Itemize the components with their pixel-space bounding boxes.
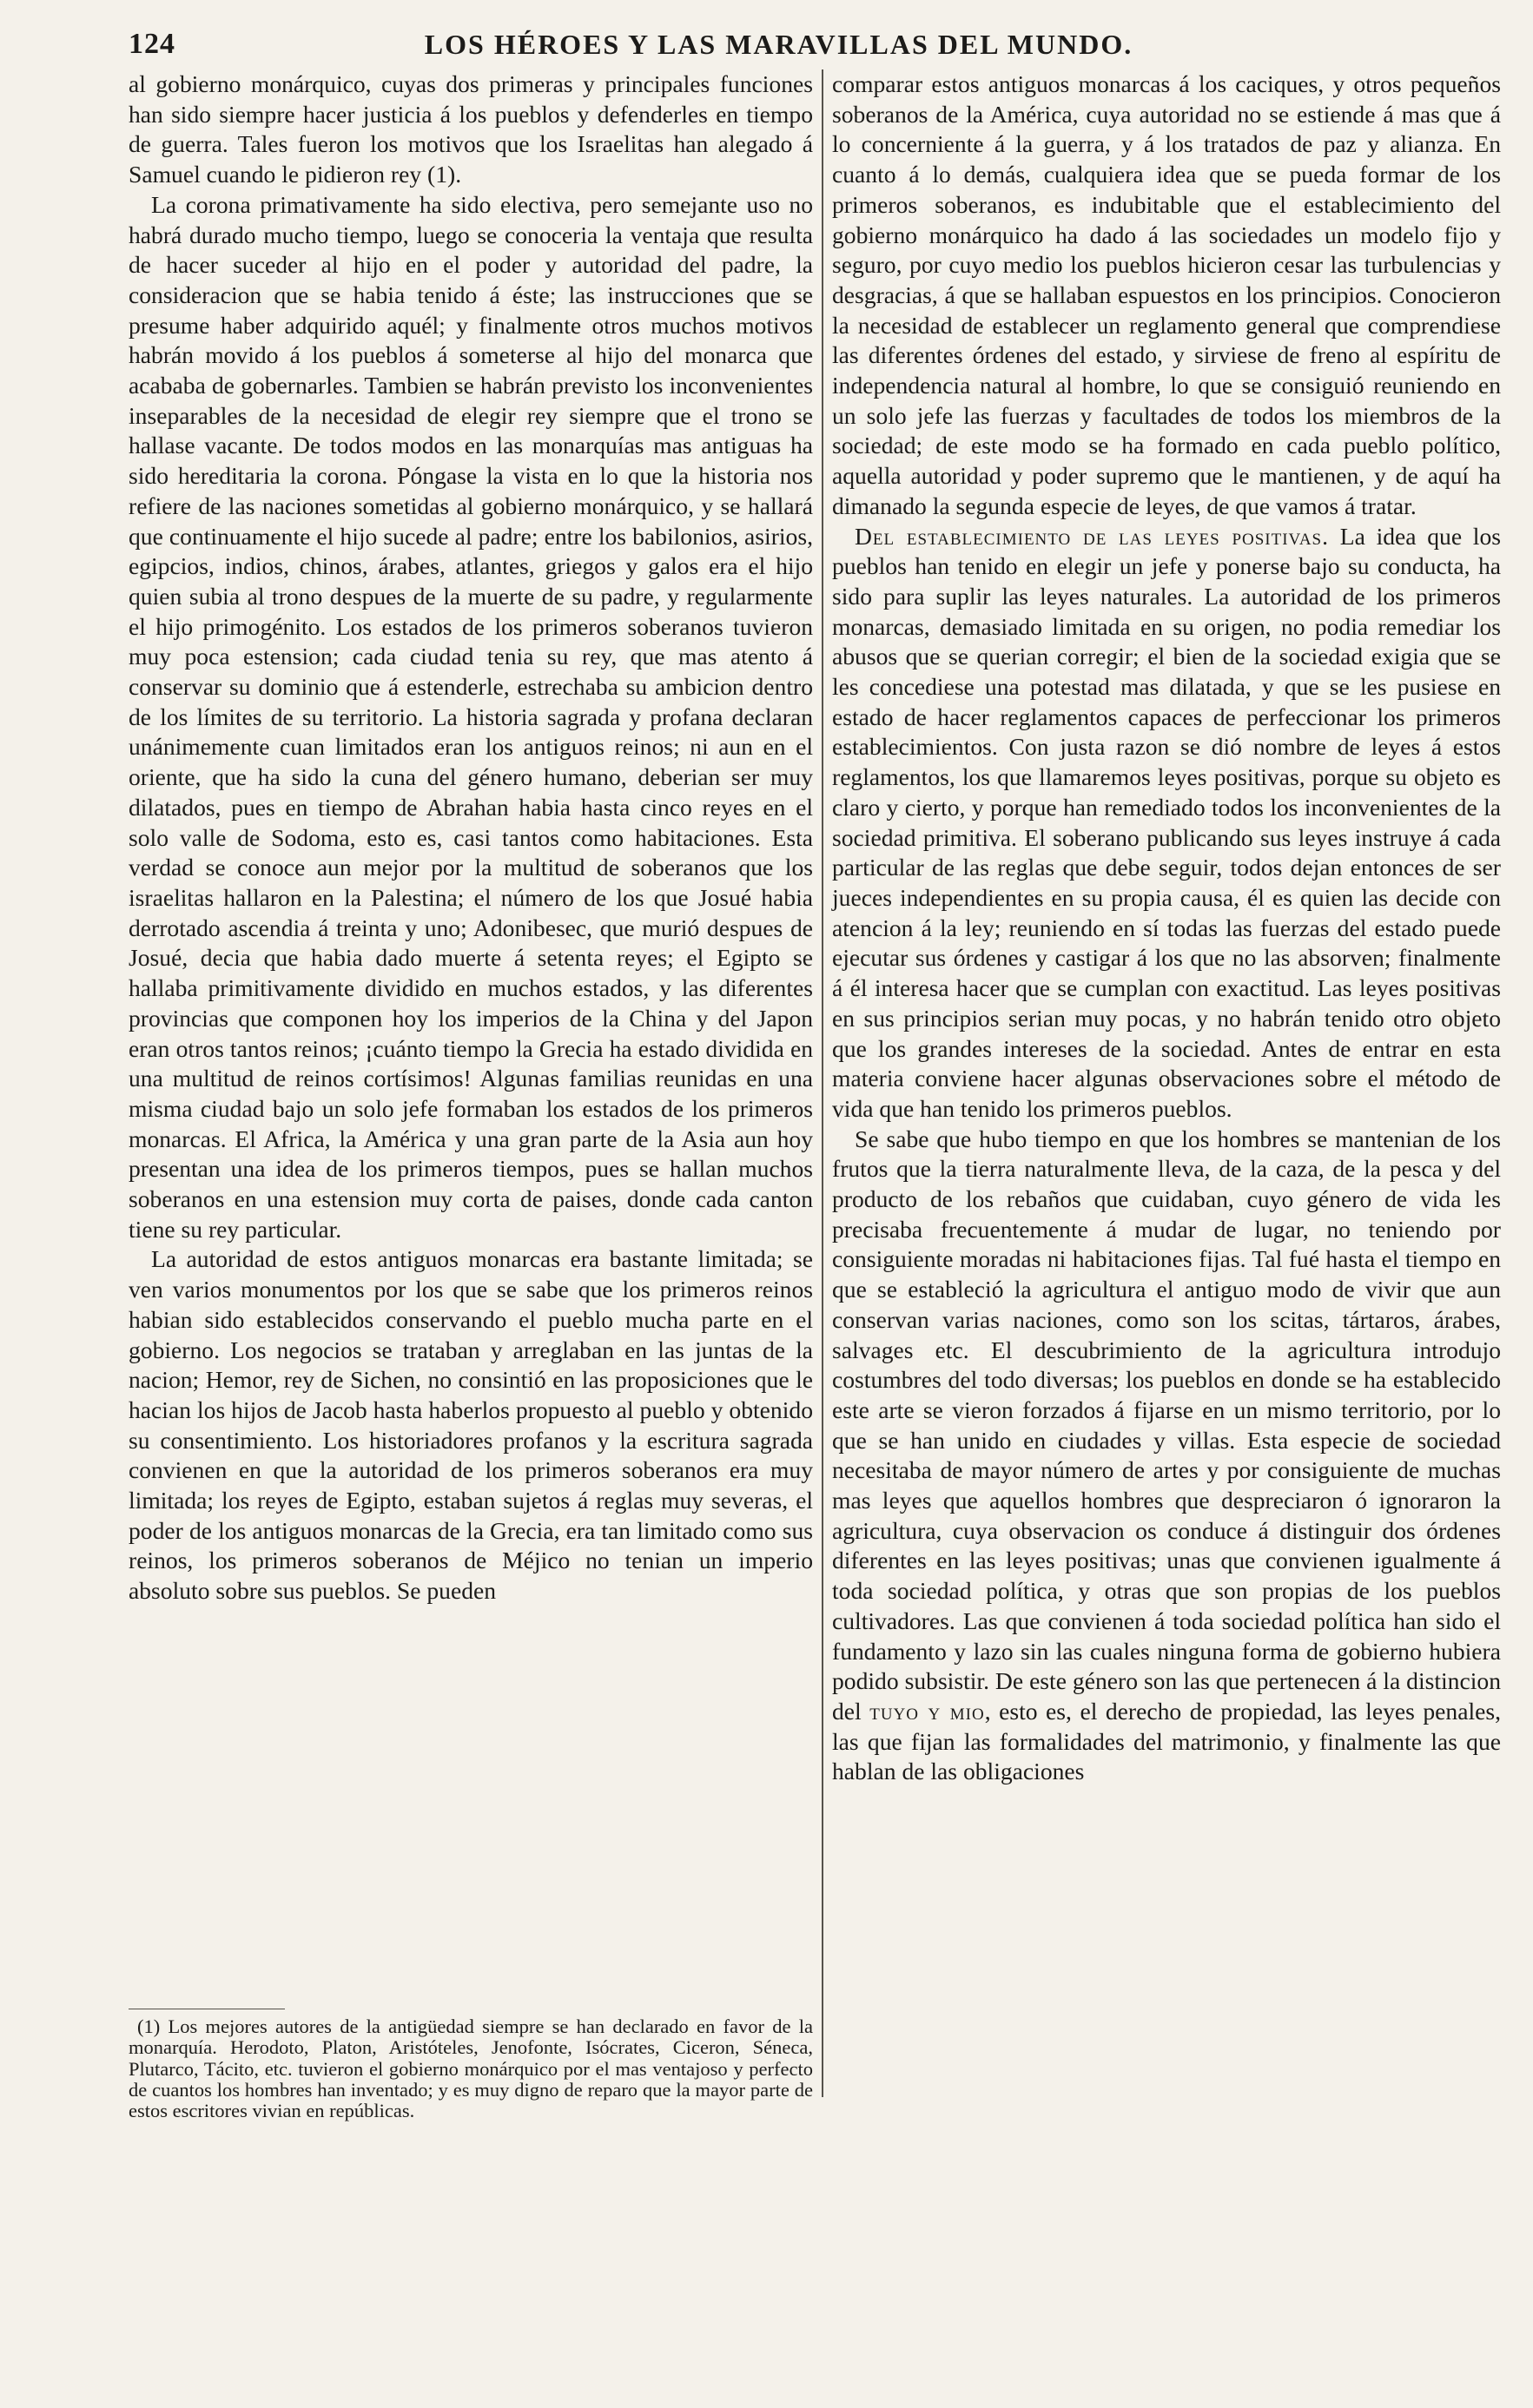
left-column [129,69,813,1606]
column-divider [822,69,823,2097]
right-column [832,69,1501,1787]
paragraph: La corona primativamente ha sido electiva, pero semejante uso no habrá durado mucho tiempo, luego se conoceria la ventaja que resulta de hacer suceder al hijo en el poder y autoridad del padre, la consideracion que se habia tenido á éste; las instrucciones que se presume haber adquirido aquél; y finalmente otros muchos motivos habrán movido á los pueblos á someterse al hijo del monarca que acababa de gobernarles. Tambien se habrán previsto los inconvenientes inseparables de la necesidad de elegir rey siempre que el trono se hallase vacante. De todos modos en las monarquías mas antiguas ha sido hereditaria la corona. Póngase la vista en lo que la historia nos refiere de las naciones sometidas al gobierno monárquico, y se hallará que continuamente el hijo sucede al padre; entre los babilonios, asirios, egipcios, indios, chinos, árabes, atlantes, griegos y galos era el hijo quien subia al trono despues de la muerte de su padre, y regularmente el hijo primogénito. Los estados de los primeros soberanos tuvieron muy poca estension; cada ciudad tenia su rey, que mas atento á conservar su dominio que á estenderle, estrechaba su ambicion dentro de los límites de su territorio. La historia sagrada y profana declaran unánimemente cuan limitados eran los antiguos reinos; ni aun en el oriente, que ha sido la cuna del género humano, deberian ser muy dilatados, pues en tiempo de Abrahan habia hasta cinco reyes en el solo valle de Sodoma, esto es, casi tantos como habitaciones. Esta verdad se conoce aun mejor por la multitud de soberanos que los israelitas hallaron en la Palestina; el número de los que Josué habia derrotado ascendia á treinta y uno; Adonibesec, que murió despues de Josué, decia que habia dado muerte á setenta reyes; el Egipto se hallaba primitivamente dividido en muchos estados, y las diferentes provincias que componen hoy los imperios de la China y del Japon eran otros tantos reinos; ¡cuánto tiempo la Grecia ha estado dividida en una multitud de reinos cortísimos! Algunas familias reunidas en una misma ciudad bajo un solo jefe formaban los estados de los primeros monarcas. El Africa, la América y una gran parte de la Asia aun hoy presentan una idea de los primeros tiempos, pues se hallan muchos soberanos en una estension muy corta de paises, donde cada canton tiene su rey particular. [129,190,813,1243]
running-header [129,24,1498,64]
running-title: LOS HÉROES Y LAS MARAVILLAS DEL MUNDO. [424,28,1133,60]
emphasis-smallcaps: tuyo y mio [869,1697,985,1725]
paragraph-text: La idea que los pueblos han tenido en elegir un jefe y ponerse bajo su conducta, ha sido para suplir las leyes naturales. La autoridad de los primeros monarcas, demasiado limitada en su origen, no podia remediar los abusos que se querian corregir; el bien de la sociedad exigia que se les concediese una potestad mas dilatada, y que se les pusiese en estado de hacer reglamentos capaces de perfeccionar los primeros establecimientos. Con justa razon se dió nombre de leyes á estos reglamentos, los que llamaremos leyes positivas, porque su objeto es claro y cierto, y porque han remediado todos los inconvenientes de la sociedad primitiva. El soberano publicando sus leyes instruye á cada particular de las reglas que debe seguir, todos dejan entonces de ser jueces independientes en su propia causa, él es quien las decide con atencion á la ley; reuniendo en sí todas las fuerzas del estado puede ejecutar sus órdenes y castigar á los que no las absorven; finalmente á él interesa hacer que se cumplan con exactitud. Las leyes positivas en sus principios serian muy pocas, y no habrán tenido otro objeto que los grandes intereses de la sociedad. Antes de entrar en esta materia conviene hacer algunas observaciones sobre el método de vida que han tenido los primeros pueblos. [832,522,1501,1122]
footnote-text: (1) Los mejores autores de la antigüedad siempre se han declarado en favor de la monarquía. Herodoto, Platon, Aristóteles, Jenofonte, Isócrates, Ciceron, Séneca, Plutarco, Tácito, etc. tuvieron el gobierno monárquico por el mas ventajoso y perfecto de cuantos los hombres han inventado; y es muy digno de reparo que la mayor parte de estos escritores vivian en repúblicas. [129,2015,813,2122]
paragraph: La autoridad de estos antiguos monarcas era bastante limitada; se ven varios monumentos por los que se sabe que los primeros reinos habian sido establecidos conservando el pueblo mucha parte en el gobierno. Los negocios se trataban y arreglaban en las juntas de la nacion; Hemor, rey de Sichen, no consintió en las proposiciones que le hacian los hijos de Jacob hasta haberlos propuesto al pueblo y obtenido su consentimiento. Los historiadores profanos y la escritura sagrada convienen en que la autoridad de los primeros soberanos era muy limitada; los reyes de Egipto, estaban sujetos á reglas muy severas, el poder de los antiguos monarcas de la Grecia, era tan limitado como sus reinos, los primeros soberanos de Méjico no tenian un imperio absoluto sobre sus pueblos. Se pueden [129,1245,813,1605]
paragraph: al gobierno monárquico, cuyas dos primeras y principales funciones han sido siempre hacer justicia á los pueblos y defenderles en tiempo de guerra. Tales fueron los motivos que los Israelitas han alegado á Samuel cuando le pidieron rey (1). [129,70,813,188]
paragraph-with-heading [832,522,1501,1125]
paragraph-text: , esto es, el derecho de propiedad, las leyes penales, las que fijan las formalidades del matrimonio, y finalmente las que hablan de las obligaciones [832,1697,1502,1785]
page-number: 124 [129,28,175,60]
paragraph-text: Se sabe que hubo tiempo en que los hombres se mantenian de los frutos que la tierra naturalmente lleva, de la caza, de la pesca y del producto de los rebaños que cuidaban, cuyo género de vida les precisaba frecuentemente á mudar de lugar, no teniendo por consiguiente moradas ni habitaciones fijas. Tal fué hasta el tiempo en que se estableció la agricultura el antiguo modo de vivir que aun conservan varias naciones, como son los scitas, tártaros, árabes, salvages etc. El descubrimiento de la agricultura introdujo costumbres del todo diversas; los pueblos en donde se ha establecido este arte se vieron forzados á fijarse en un mismo territorio, por lo que se han unido en ciudades y villas. Esta especie de sociedad necesitaba de mayor número de artes y por consiguiente de muchas mas leyes que aquellos hombres que despreciaron ó ignoraron la agricultura, cuya observacion os conduce á distinguir dos órdenes diferentes en las leyes positivas; unas que convienen igualmente á toda sociedad política, y otras que son propias de los pueblos cultivadores. Las que convienen á toda sociedad política han sido el fundamento y lazo sin las cuales ninguna forma de gobierno hubiera podido subsistir. De este género son las que pertenecen á la distincion del [832,1125,1501,1725]
footnote [129,2016,813,2121]
paragraph: comparar estos antiguos monarcas á los caciques, y otros pequeños soberanos de la América, cuya autoridad no se estiende á mas que á lo concerniente á la guerra, y á los tratados de paz y alianza. En cuanto á lo demás, cualquiera idea que se pueda formar de los primeros soberanos, es indubitable que el establecimiento del gobierno monárquico ha dado á las sociedades un modelo fijo y seguro, por cuyo medio los pueblos hicieron cesar las turbulencias y desgracias, á que se hallaban espuestos en los principios. Conocieron la necesidad de establecer un reglamento general que comprendiese las diferentes órdenes del estado, y sirviese de freno al espíritu de independencia natural al hombre, lo que se consiguió reuniendo en un solo jefe las fuerzas y facultades de todos los miembros de la sociedad; de este modo se ha formado en cada pueblo político, aquella autoridad y poder supremo que le mantienen, y de aquí ha dimanado la segunda especie de leyes, de que vamos á tratar. [832,70,1501,519]
section-heading: Del establecimiento de las leyes positivas. [855,522,1330,550]
paragraph [832,1125,1501,1787]
